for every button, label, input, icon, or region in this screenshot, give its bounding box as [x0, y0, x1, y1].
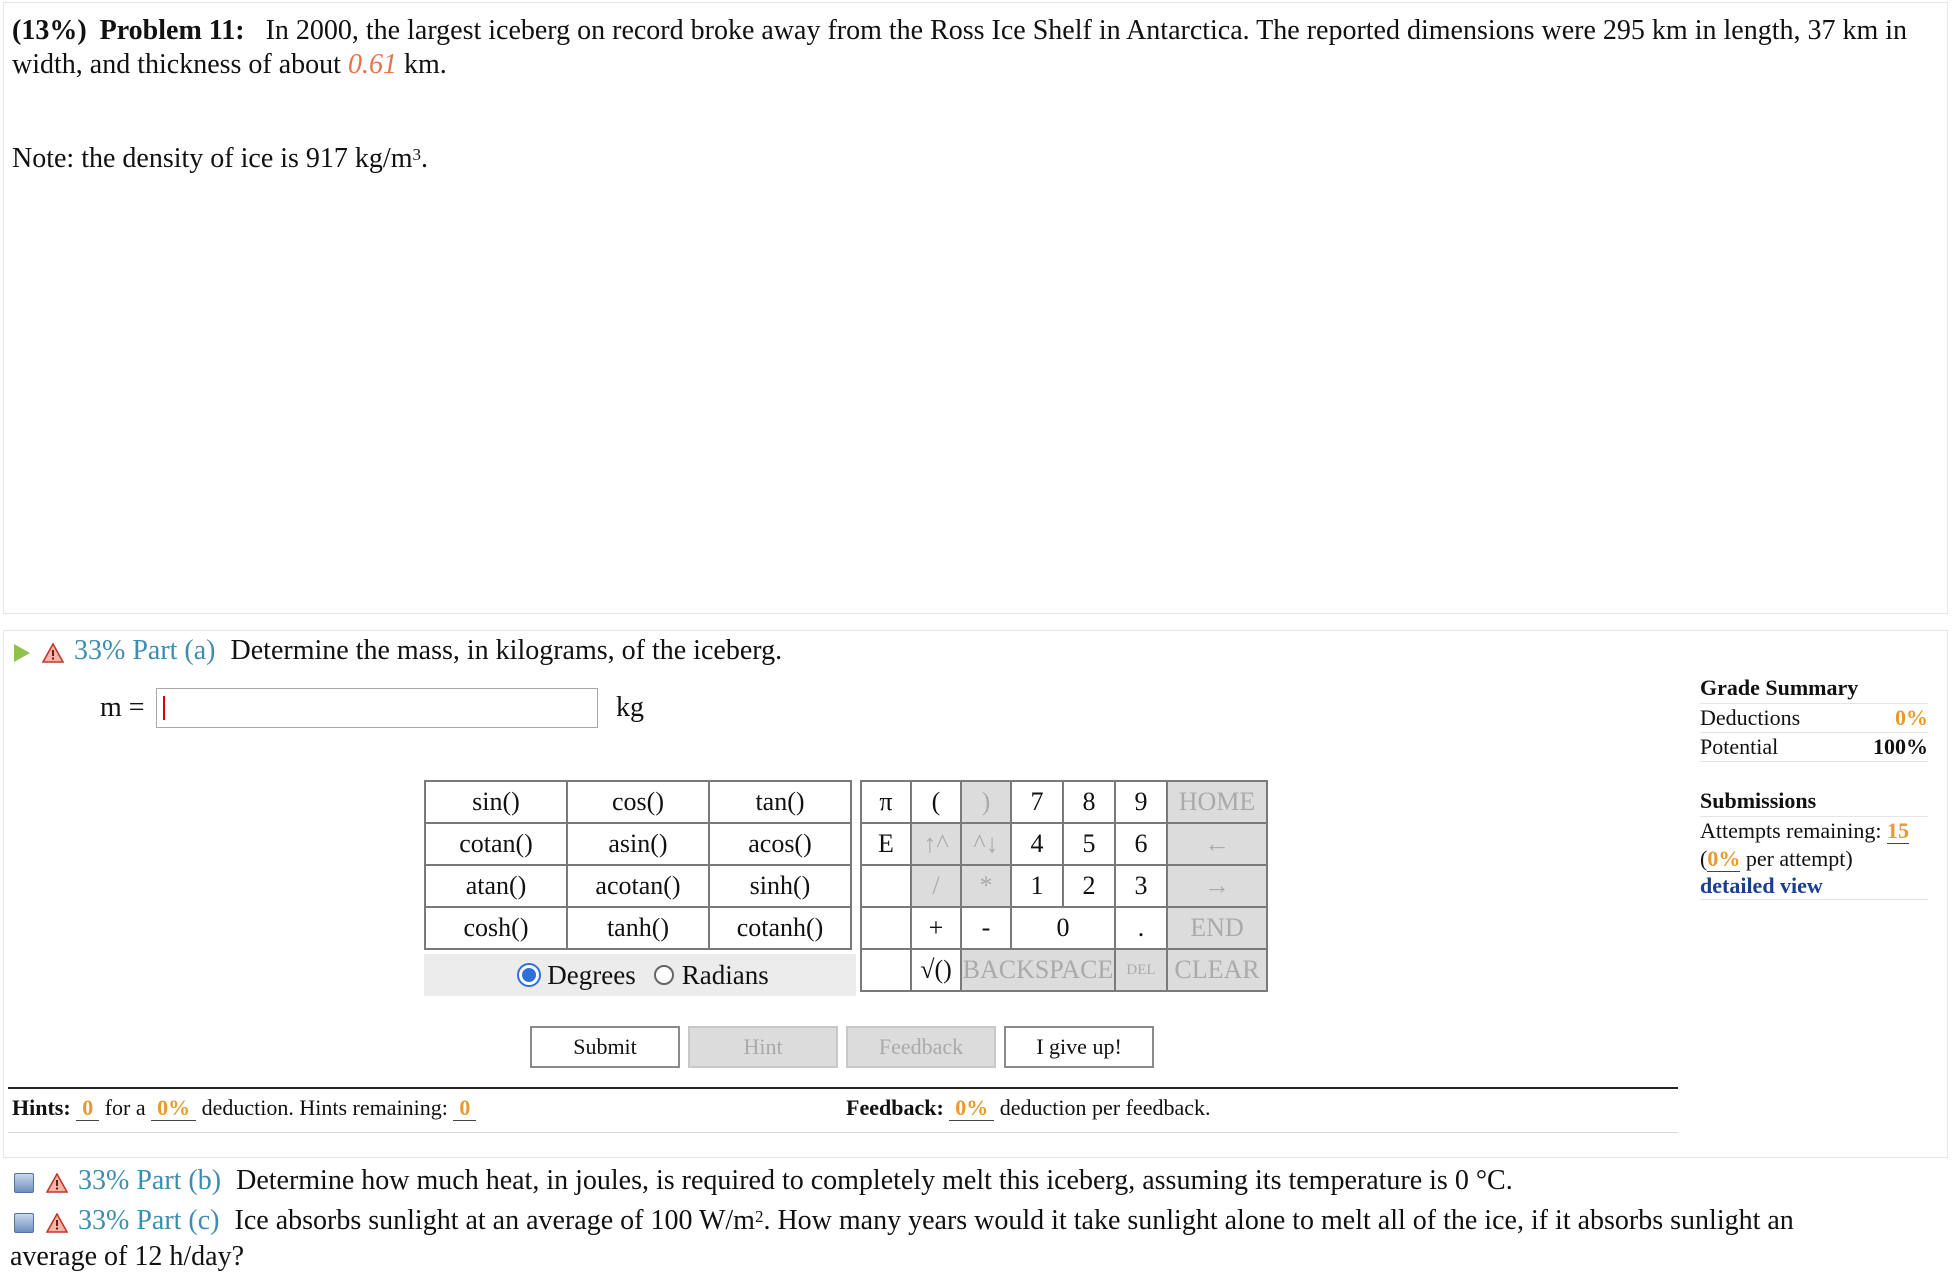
- key-dot[interactable]: .: [1115, 907, 1167, 949]
- key-minus[interactable]: -: [961, 907, 1011, 949]
- potential-value: 100%: [1873, 734, 1928, 759]
- key-tanh[interactable]: tanh(): [567, 907, 709, 949]
- problem-statement: [12, 14, 1942, 82]
- key-0[interactable]: 0: [1011, 907, 1115, 949]
- grade-summary-title: Grade Summary: [1700, 675, 1928, 704]
- detailed-view-link[interactable]: detailed view: [1700, 873, 1928, 900]
- key-5[interactable]: 5: [1063, 823, 1115, 865]
- key-acotan[interactable]: acotan(): [567, 865, 709, 907]
- key-4[interactable]: 4: [1011, 823, 1063, 865]
- part-a-percent: 33%: [74, 635, 126, 666]
- key-pi[interactable]: π: [861, 781, 911, 823]
- warning-icon: [42, 643, 64, 663]
- part-a-header[interactable]: [14, 634, 782, 668]
- numeric-keypad: [860, 780, 1268, 992]
- key-home[interactable]: HOME: [1167, 781, 1267, 823]
- key-down-caret[interactable]: ^↓: [961, 823, 1011, 865]
- deductions-value: 0%: [1895, 705, 1928, 730]
- key-blank: [861, 907, 911, 949]
- key-1[interactable]: 1: [1011, 865, 1063, 907]
- answer-label: m =: [100, 692, 145, 723]
- key-e[interactable]: E: [861, 823, 911, 865]
- key-clear[interactable]: CLEAR: [1167, 949, 1267, 991]
- part-c-label: Part (c): [136, 1205, 220, 1236]
- hint-button[interactable]: Hint: [688, 1026, 838, 1068]
- key-sinh[interactable]: sinh(): [709, 865, 851, 907]
- radians-label: Radians: [681, 959, 769, 990]
- key-blank: [861, 949, 911, 991]
- key-atan[interactable]: atan(): [425, 865, 567, 907]
- key-9[interactable]: 9: [1115, 781, 1167, 823]
- attempts-info: Attempts remaining: 15 (0% per attempt): [1700, 818, 1909, 871]
- hints-remaining: 0: [453, 1095, 476, 1121]
- part-c-header[interactable]: [14, 1204, 1794, 1238]
- key-2[interactable]: 2: [1063, 865, 1115, 907]
- deductions-row: Deductions 0%: [1700, 704, 1928, 733]
- key-tan[interactable]: tan(): [709, 781, 851, 823]
- answer-input[interactable]: [156, 688, 598, 728]
- problem-weight: (13%): [12, 15, 87, 46]
- key-asin[interactable]: asin(): [567, 823, 709, 865]
- key-del[interactable]: DEL: [1115, 949, 1167, 991]
- part-a-question: Determine the mass, in kilograms, of the iceberg.: [230, 635, 783, 666]
- key-3[interactable]: 3: [1115, 865, 1167, 907]
- warning-icon: [46, 1173, 68, 1193]
- key-divide[interactable]: /: [911, 865, 961, 907]
- key-blank: [861, 865, 911, 907]
- key-acos[interactable]: acos(): [709, 823, 851, 865]
- hints-feedback-bar: [8, 1087, 1678, 1133]
- feedback-deduction: 0%: [949, 1095, 994, 1121]
- key-left-paren[interactable]: (: [911, 781, 961, 823]
- degrees-radio[interactable]: [519, 965, 539, 985]
- density-note: Note: the density of ice is 917 $kg/m^3$.: [12, 143, 428, 174]
- answer-unit: kg: [616, 692, 644, 723]
- key-6[interactable]: 6: [1115, 823, 1167, 865]
- problem-text-before: In 2000, the largest iceberg on record broke away from the Ross Ice Shelf in Antarctica. The reported dimensions were 295 km in length, 37 km in width, and thickness of about: [12, 15, 1908, 80]
- hints-deduction: 0%: [151, 1095, 196, 1121]
- hints-info: Hints: 0 for a 0% deduction. Hints remaining: 0: [12, 1095, 476, 1121]
- per-attempt-value: 0%: [1707, 846, 1741, 871]
- key-right-paren[interactable]: ): [961, 781, 1011, 823]
- key-cotan[interactable]: cotan(): [425, 823, 567, 865]
- thickness-value: 0.61: [347, 49, 397, 80]
- potential-row: Potential 100%: [1700, 733, 1928, 762]
- key-8[interactable]: 8: [1063, 781, 1115, 823]
- key-right-arrow[interactable]: →: [1167, 865, 1267, 907]
- key-cotanh[interactable]: cotanh(): [709, 907, 851, 949]
- grade-summary: [1700, 675, 1928, 900]
- submissions-title: Submissions: [1700, 788, 1928, 817]
- part-a-label: Part (a): [132, 635, 216, 666]
- feedback-button[interactable]: Feedback: [846, 1026, 996, 1068]
- give-up-button[interactable]: I give up!: [1004, 1026, 1154, 1068]
- key-left-arrow[interactable]: ←: [1167, 823, 1267, 865]
- expand-box-icon[interactable]: [14, 1213, 34, 1233]
- key-7[interactable]: 7: [1011, 781, 1063, 823]
- text-caret: [163, 696, 165, 720]
- key-multiply[interactable]: *: [961, 865, 1011, 907]
- part-b-question: Determine how much heat, in joules, is required to completely melt this iceberg, assuming its temperature is 0 °C.: [236, 1165, 1513, 1196]
- key-cos[interactable]: cos(): [567, 781, 709, 823]
- expand-triangle-icon[interactable]: [14, 644, 30, 662]
- part-b-header[interactable]: [14, 1164, 1513, 1198]
- feedback-info: Feedback: 0% deduction per feedback.: [846, 1095, 1211, 1120]
- part-c-question-cont: average of 12 h/day?: [10, 1241, 244, 1272]
- warning-icon: [46, 1213, 68, 1233]
- key-backspace[interactable]: BACKSPACE: [961, 949, 1115, 991]
- key-plus[interactable]: +: [911, 907, 961, 949]
- function-keypad: [424, 780, 852, 950]
- part-b-label: Part (b): [136, 1165, 222, 1196]
- key-sqrt[interactable]: √(): [911, 949, 961, 991]
- attempts-value: 15: [1886, 818, 1909, 843]
- problem-text-after: km.: [396, 49, 447, 80]
- key-cosh[interactable]: cosh(): [425, 907, 567, 949]
- key-sin[interactable]: sin(): [425, 781, 567, 823]
- problem-box: [3, 2, 1948, 614]
- key-up-caret[interactable]: ↑^: [911, 823, 961, 865]
- part-b-percent: 33%: [78, 1165, 130, 1196]
- angle-mode-selector: [424, 954, 856, 996]
- part-c-question: Ice absorbs sunlight at an average of 100 $W/m^2$. How many years would it take sunlight alone to melt all of the ice, if it absorbs sunlight an: [234, 1205, 1794, 1236]
- part-c-percent: 33%: [78, 1205, 130, 1236]
- submit-button[interactable]: Submit: [530, 1026, 680, 1068]
- key-end[interactable]: END: [1167, 907, 1267, 949]
- hints-count: 0: [76, 1095, 99, 1121]
- problem-title: Problem 11:: [99, 15, 245, 46]
- radians-radio[interactable]: [654, 965, 674, 985]
- degrees-label: Degrees: [547, 959, 636, 990]
- expand-box-icon[interactable]: [14, 1173, 34, 1193]
